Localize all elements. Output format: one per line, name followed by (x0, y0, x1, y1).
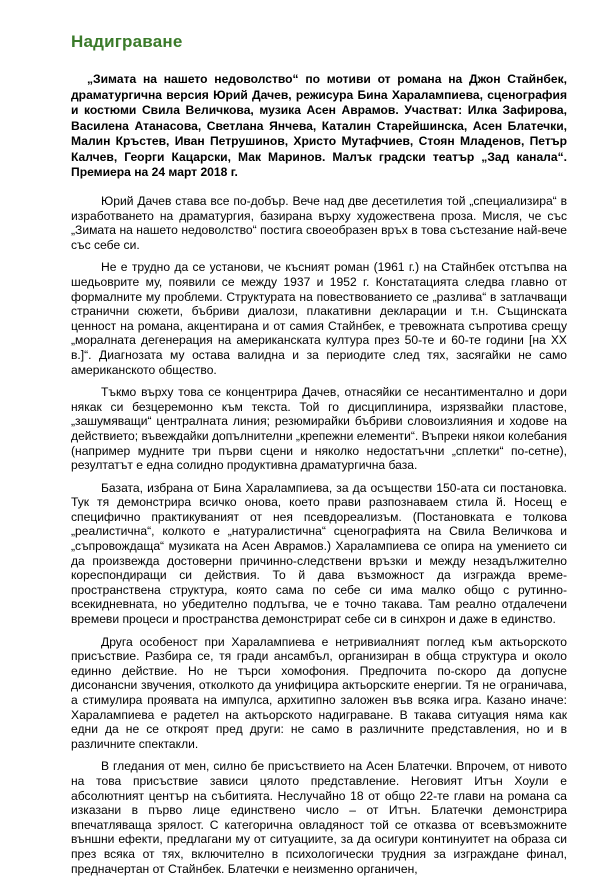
paragraph: Юрий Дачев става все по-добър. Вече над две десетилетия той „специализира“ в изработването на драматургия, базирана върху художествена проза. Мисля, че със „Зимата на нашето недоволство“ постига своеобразен връх в това състезание най-вече със себе си. (71, 194, 567, 252)
paragraph: Базата, избрана от Бина Харалампиева, за да осъществи 150-ата си постановка. Тук тя демонстрира всичко онова, което прави разпознаваем стила й. Носещ е специфично практикуваният от нея псевдореализъм. (Постановката е толкова „реалистична“, колкото е „натуралистична“ сценографията на Свила Величкова и „съпровождаща“ музиката на Асен Аврамов.) Харалампиева се опира на умението си да произвежда достоверни причинно-следствени връзки и между незадължително кореспондиращи си действия. То й дава възможност да изгражда време-пространствена структура, която сама по себе си има малко общо с рутинно-всекидневната, но убедително подлъгва, че е точно такава. Там реално отдалечени времеви процеси и пространства демонстрират себе си в синхрон и даже в единство. (71, 480, 567, 627)
paragraph: Друга особеност при Харалампиева е нетривиалният поглед към актьорското присъствие. Разбира се, тя гради ансамбъл, организиран в обща структура и около единно действие. Но не търси хомофония. Предпочита по-скоро да допусне дисонансни звучения, отколкото да унифицира актьорските енергии. Тя не ограничава, а стимулира проявата на импулса, архитипно заложен във всяка игра. Казано иначе: Харалампиева е радетел на актьорското надиграване. В такава ситуация няма как едни да не се откроят пред други: не само в различните представления, но и в различните спектакли. (71, 634, 567, 751)
paragraph: Не е трудно да се установи, че късният роман (1961 г.) на Стайнбек отстъпва на шедьоврите му, появили се между 1937 и 1952 г. Констатацията следва главно от формалните му проблеми. Структурата на повествованието се „разлива“ в затлачващи странични сюжети, бъбриви диалози, плакативни декларации и т.н. Същинската ценност на романа, акцентирана и от самия Стайнбек, е тревожната съпротива срещу „моралната дегенерация на американската култура през 50-те и 60-те години [на ХХ в.]“. Диагнозата му остава валидна и за периодите след тях, засягайки не само американското общество. (71, 260, 567, 377)
article-title: Надиграване (71, 32, 183, 51)
paragraph: Тъкмо върху това се концентрира Дачев, отнасяйки се несантиментално и дори някак си безцеремонно към текста. Той го дисциплинира, изрязвайки пластове, „зашумяващи“ централната линия; резюмирайки бъбриви словоизлияния и ходове на действието; въвеждайки допълнителни „крепежни елементи“. Въпреки някои колебания (например мудните три първи сцени и няколко недостатъчни „сплетки“ по-сетне), резултатът е една солидно продуктивна драматургична база. (71, 385, 568, 473)
paragraph: В гледания от мен, силно бе присъствието на Асен Блатечки. Впрочем, от нивото на това присъствие зависи цялото представление. Неговият Итън Хоули е абсолютният център на събитията. Неслучайно 18 от общо 22-те глави на романа са изказани в първо лице единствено число – от Итън. Блатечки демонстрира впечатляваща зрялост. С категорична овладяност той се отказва от всевъзможните външни ефекти, предлагани му от ситуациите, за да осигури континуитет на образа си през всяка от тях, включително в психологически трудния за изграждане финал, предначертан от Стайнбек. Блатечки е неизменно органичен, (71, 759, 567, 876)
production-credits: „Зимата на нашето недоволство“ по мотиви от романа на Джон Стайнбек, драматургична версия Юрий Дачев, режисура Бина Харалампиева, сценография и костюми Свила Величкова, музика Асен Аврамов. Участват: Илка Зафирова, Василена Атанасова, Светлана Янчева, Каталин Старейшинска, Асен Блатечки, Малин Кръстев, Иван Петрушинов, Христо Мутафчиев, Стоян Младенов, Петър Калчев, Георги Кацарски, Мак Маринов. Малък градски театър „Зад канала“. Премиера на 24 март 2018 г. (71, 72, 567, 179)
article-body (71, 194, 567, 884)
